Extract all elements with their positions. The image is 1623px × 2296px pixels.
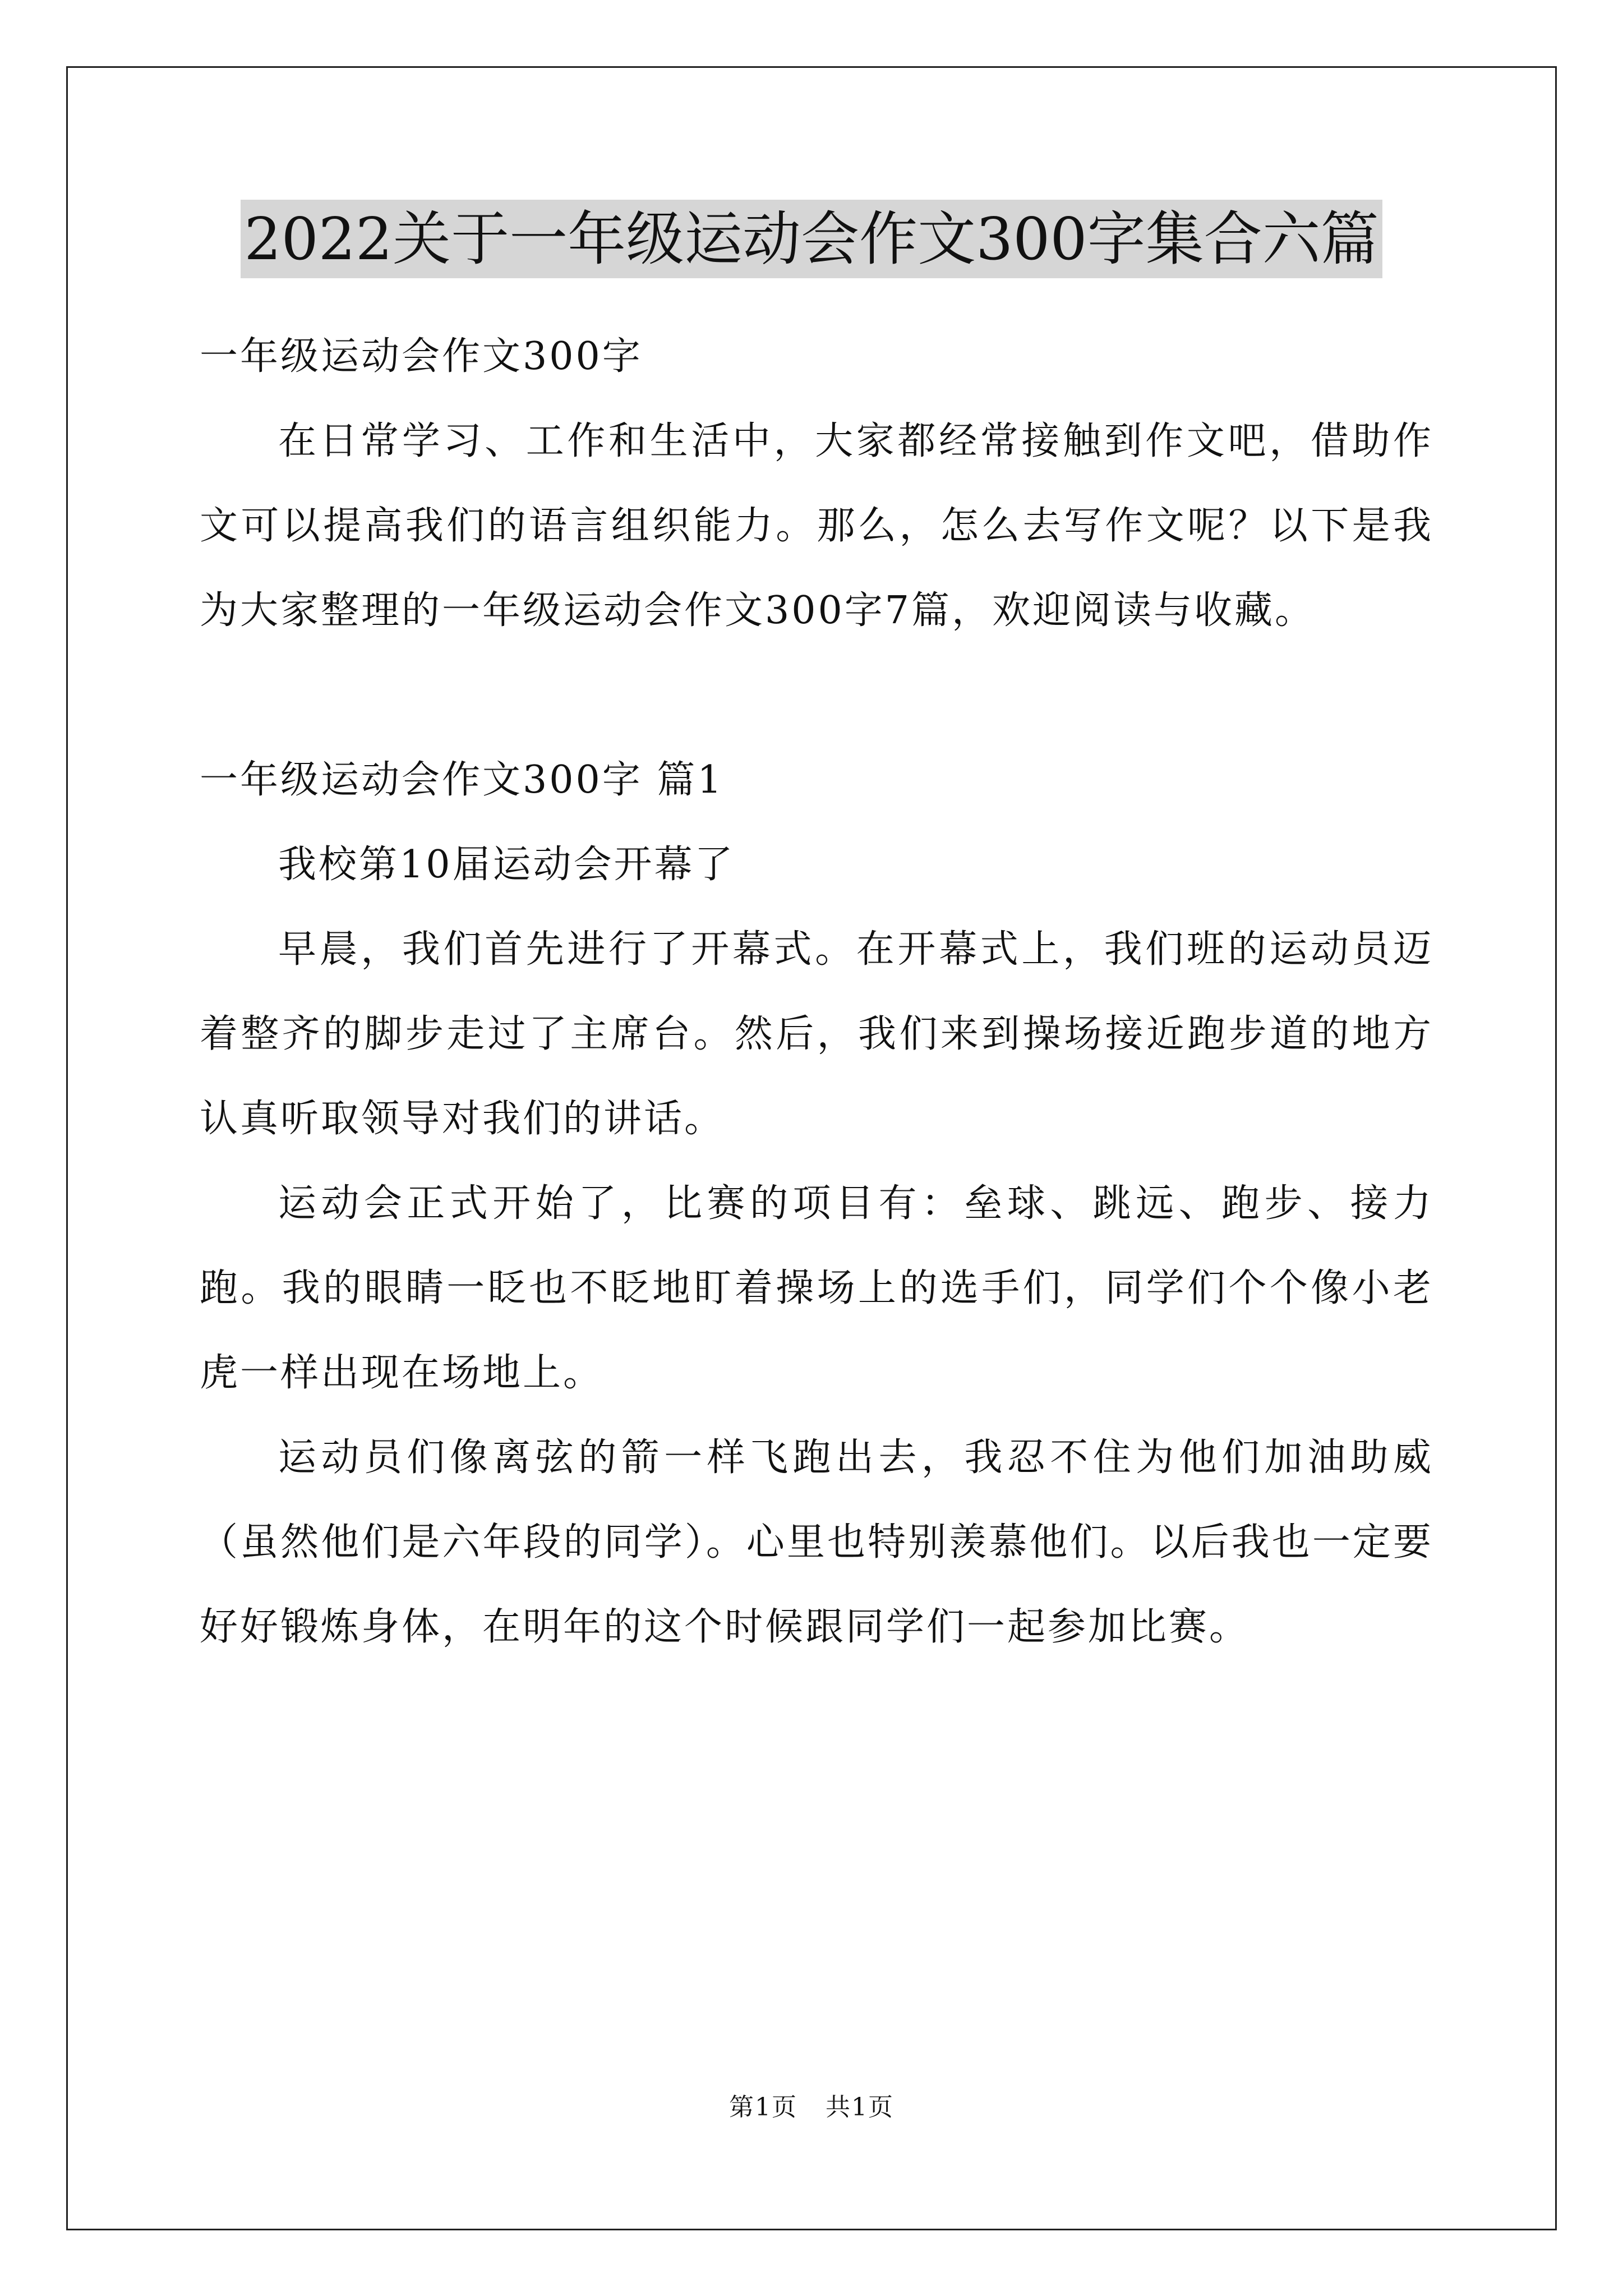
page-number: 第1页 (729, 2093, 797, 2122)
title-container (0, 200, 1623, 278)
intro-paragraph: 在日常学习、工作和生活中，大家都经常接触到作文吧，借助作文可以提高我们的语言组织能力。那么，怎么去写作文呢？以下是我为大家整理的一年级运动会作文300字7篇，欢迎阅读与收藏。 (200, 419, 1433, 633)
document-title: 2022关于一年级运动会作文300字集合六篇 (241, 200, 1382, 278)
document-body (200, 314, 1433, 1669)
paragraph-1: 我校第10届运动会开幕了 (278, 843, 735, 887)
article-heading: 一年级运动会作文300字 篇1 (200, 758, 724, 802)
paragraph-3: 运动会正式开始了，比赛的项目有：垒球、跳远、跑步、接力跑。我的眼睛一眨也不眨地盯着操场上的选手们，同学们个个像小老虎一样出现在场地上。 (200, 1181, 1433, 1395)
section-heading: 一年级运动会作文300字 (200, 334, 643, 379)
paragraph-2: 早晨，我们首先进行了开幕式。在开幕式上，我们班的运动员迈着整齐的脚步走过了主席台。然后，我们来到操场接近跑步道的地方认真听取领导对我们的讲话。 (200, 927, 1433, 1141)
spacer (200, 653, 1433, 738)
page-total: 共1页 (826, 2093, 894, 2122)
page-footer (0, 2087, 1623, 2123)
paragraph-4: 运动员们像离弦的箭一样飞跑出去，我忍不住为他们加油助威（虽然他们是六年段的同学）。心里也特别羡慕他们。以后我也一定要好好锻炼身体，在明年的这个时候跟同学们一起参加比赛。 (200, 1435, 1433, 1649)
